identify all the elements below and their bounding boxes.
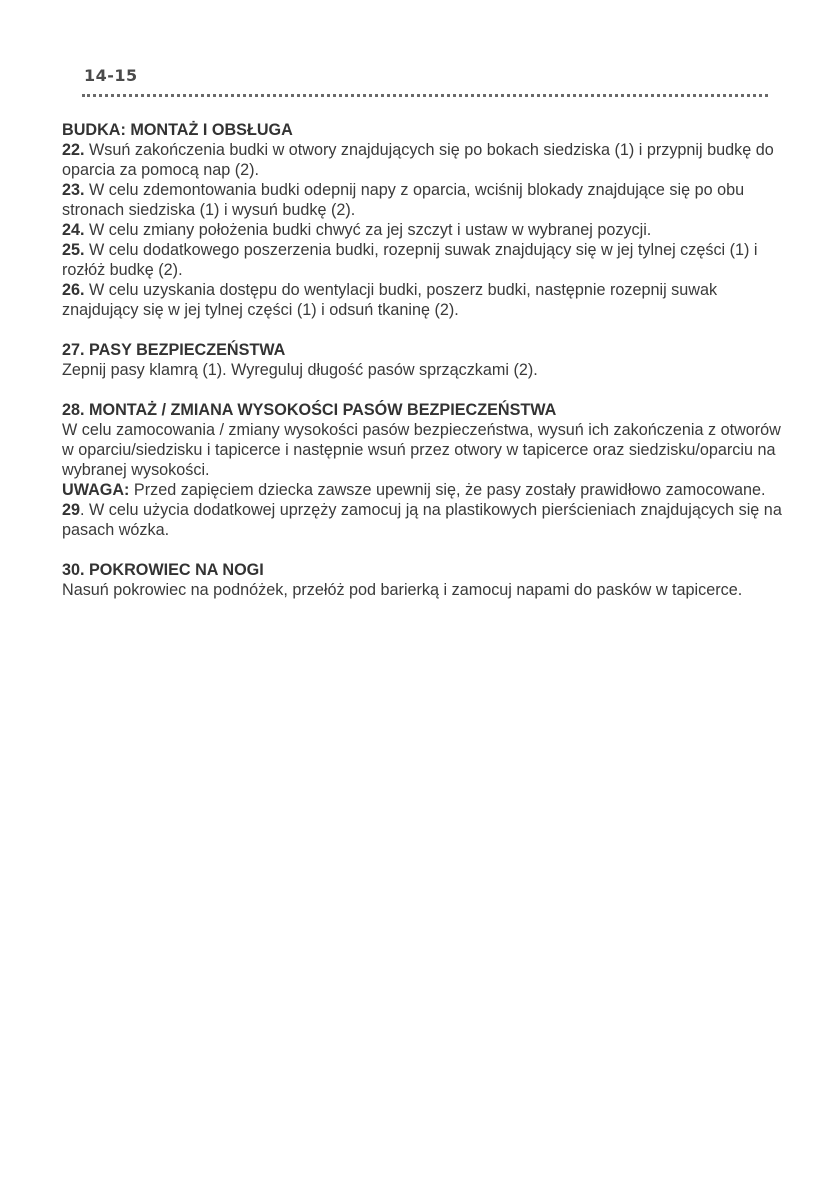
item-text: W celu zmiany położenia budki chwyć za jej szczyt i ustaw w wybranej pozycji. — [84, 221, 652, 239]
list-item — [62, 180, 784, 220]
warning-note — [62, 480, 784, 500]
item-number: 29 — [62, 501, 81, 519]
item-number: 24. — [62, 221, 85, 239]
item-text: W celu uzyskania dostępu do wentylacji budki, poszerz budki, następnie rozepnij suwak znajdujący się w jej tylnej części (1) i odsuń tkaninę (2). — [62, 281, 718, 319]
section-montaz — [62, 400, 784, 540]
warning-label: UWAGA: — [62, 481, 130, 499]
item-number: 22. — [62, 141, 85, 159]
section-pokrowiec — [62, 560, 784, 600]
section-text: Nasuń pokrowiec na podnóżek, przełóż pod barierką i zamocuj napami do pasków w tapicerce. — [62, 581, 743, 599]
manual-content — [62, 120, 784, 600]
item-text: W celu zdemontowania budki odepnij napy z oparcia, wciśnij blokady znajdujące się po obu stronach siedziska (1) i wysuń budkę (2). — [62, 181, 745, 219]
section-budka — [62, 120, 784, 320]
section-title-pasy: 27. PASY BEZPIECZEŃSTWA — [62, 341, 286, 359]
warning-text: Przed zapięciem dziecka zawsze upewnij się, że pasy zostały prawidłowo zamocowane. — [129, 481, 766, 499]
item-number: 25. — [62, 241, 85, 259]
item-number: 23. — [62, 181, 85, 199]
section-text: W celu zamocowania / zmiany wysokości pasów bezpieczeństwa, wysuń ich zakończenia z otworów w oparciu/siedzisku i tapicerce i następnie wsuń przez otwory w tapicerce oraz siedzisku/oparciu na wybranej wysokości. — [62, 421, 781, 479]
item-text: Wsuń zakończenia budki w otwory znajdujących się po bokach siedziska (1) i przypnij budkę do oparcia za pomocą nap (2). — [62, 141, 774, 179]
page-number: 14-15 — [84, 66, 138, 85]
section-title-pokrowiec: 30. POKROWIEC NA NOGI — [62, 561, 264, 579]
section-pasy — [62, 340, 784, 380]
section-text: Zepnij pasy klamrą (1). Wyreguluj długość pasów sprzączkami (2). — [62, 361, 538, 379]
list-item — [62, 240, 784, 280]
section-title-montaz: 28. MONTAŻ / ZMIANA WYSOKOŚCI PASÓW BEZPIECZEŃSTWA — [62, 401, 557, 419]
list-item — [62, 280, 784, 320]
item-text: W celu dodatkowego poszerzenia budki, rozepnij suwak znajdujący się w jej tylnej części (1) i rozłóż budkę (2). — [62, 241, 758, 279]
dotted-divider — [82, 94, 768, 97]
item-text: . W celu użycia dodatkowej uprzęży zamocuj ją na plastikowych pierścieniach znajdujących się na pasach wózka. — [62, 501, 782, 539]
list-item — [62, 500, 784, 540]
list-item — [62, 220, 784, 240]
section-title-budka: BUDKA: MONTAŻ I OBSŁUGA — [62, 121, 293, 139]
list-item — [62, 140, 784, 180]
item-number: 26. — [62, 281, 85, 299]
